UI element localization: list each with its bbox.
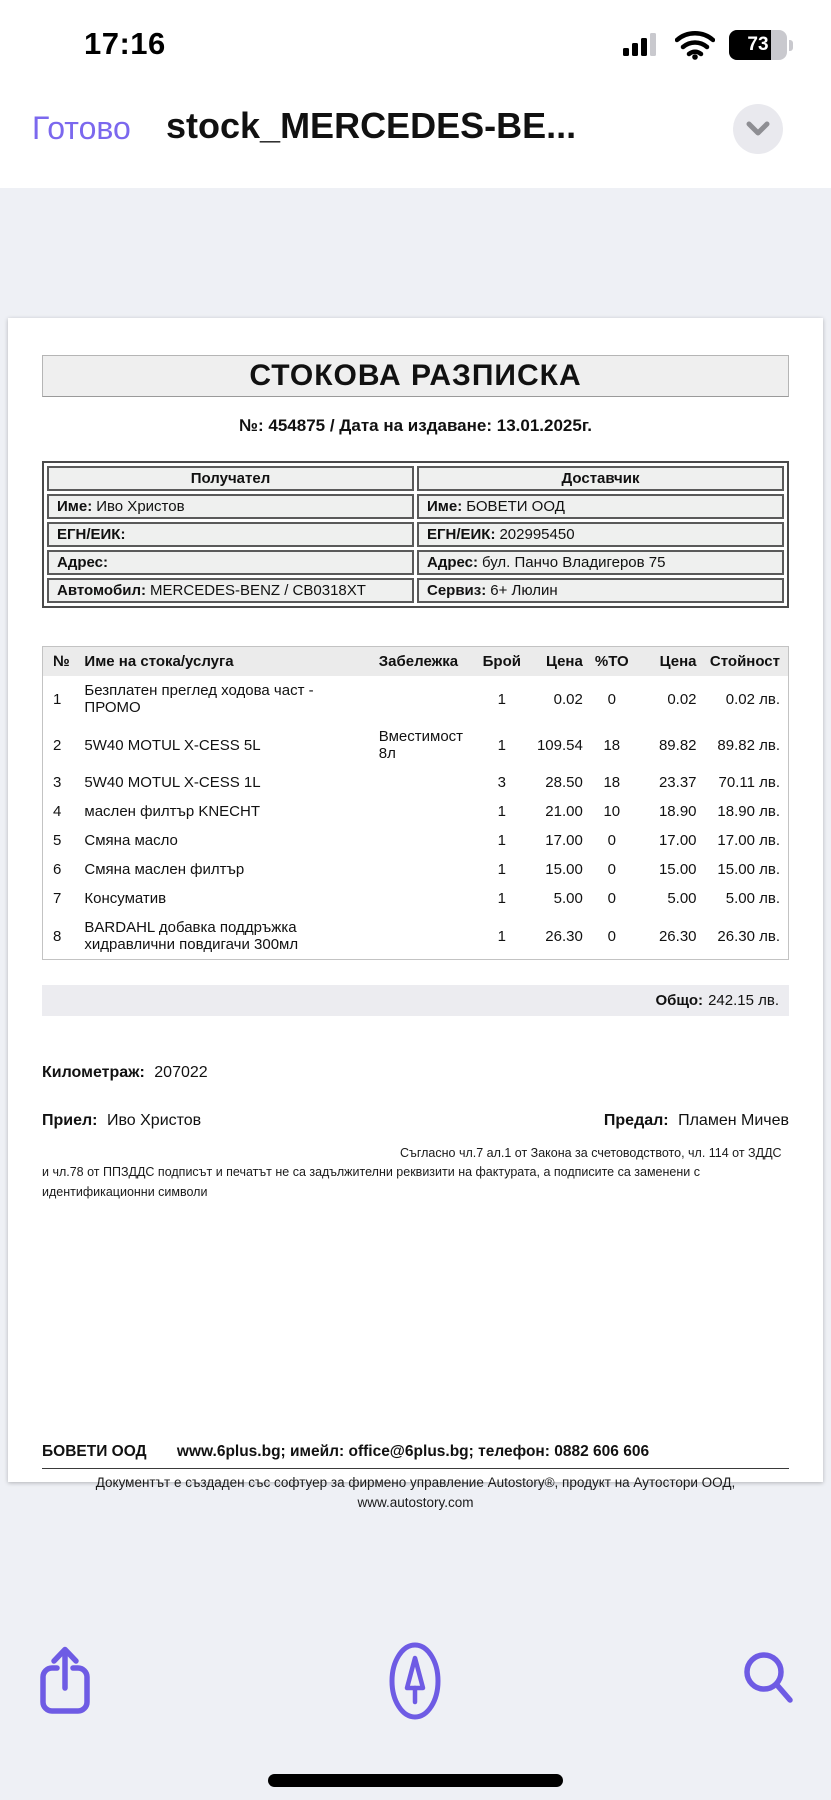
total-label: Общо:	[655, 992, 704, 1009]
footer-generator-line2: www.autostory.com	[357, 1494, 474, 1510]
nav-bar	[0, 96, 831, 172]
footer-contacts: www.6plus.bg; имейл: office@6plus.bg; телефон: 0882 606 606	[176, 1442, 650, 1460]
table-row: 1 Безплатен преглед ходова част - ПРОМО 1 0.02 0 0.02 0.02 лв.	[53, 682, 780, 716]
total-value: 242.15 лв.	[708, 992, 779, 1009]
table-row	[47, 494, 784, 519]
field-label: ЕГН/ЕИК:	[57, 526, 126, 543]
field-label: Сервиз:	[427, 582, 487, 599]
table-row	[47, 466, 784, 491]
col-price: Цена	[525, 647, 587, 677]
field-label: Адрес:	[427, 554, 478, 571]
table-row: 8 BARDAHL добавка поддръжка хидравлични повдигачи 300мл 1 26.30 0 26.30 26.30 лв.	[53, 919, 780, 953]
parties-table	[42, 461, 789, 608]
table-row: 5 Смяна масло 1 17.00 0 17.00 17.00 лв.	[53, 832, 780, 849]
field-label: ЕГН/ЕИК:	[427, 526, 496, 543]
markup-pen-icon	[388, 1642, 442, 1720]
mileage-line	[42, 1064, 789, 1082]
col-note: Забележка	[375, 647, 479, 677]
table-row: 6 Смяна маслен филтър 1 15.00 0 15.00 15.00 лв.	[53, 861, 780, 878]
col-name: Име на стока/услуга	[80, 647, 374, 677]
field-label: Име:	[427, 498, 463, 515]
table-row: 7 Консуматив 1 5.00 0 5.00 5.00 лв.	[53, 890, 780, 907]
search-button[interactable]	[742, 1650, 796, 1711]
field-value: MERCEDES-BENZ / CB0318XT	[150, 582, 366, 599]
handed-by: Предал: Пламен Мичев	[603, 1112, 789, 1129]
battery-icon	[729, 30, 793, 60]
cellular-signal-icon	[623, 30, 661, 60]
mileage-value: 207022	[154, 1064, 208, 1081]
field-value: 202995450	[499, 526, 575, 543]
top-header	[0, 0, 831, 188]
total-bar	[42, 985, 789, 1016]
items-table	[42, 646, 789, 960]
footer-company: БОВЕТИ ООД	[42, 1442, 147, 1460]
done-button[interactable]: Готово	[32, 110, 131, 146]
field-value: 6+ Люлин	[490, 582, 558, 599]
col-qty: Брой	[479, 647, 525, 677]
wifi-icon	[675, 30, 715, 60]
receipt-number-date: №: 454875 / Дата на издаване: 13.01.2025г.	[239, 416, 592, 435]
document-title-label: stock_MERCEDES-BE...	[166, 105, 577, 146]
legal-note: Съгласно чл.7 ал.1 от Закона за счетоводството, чл. 114 от ЗДДС и чл.78 от ППЗДДС подписът и печатът не са задължителни реквизити на фактурата, а подписите са заменени с идентификационни символи	[42, 1146, 782, 1199]
col-price2: Цена	[637, 647, 701, 677]
supplier-header: Доставчик	[417, 466, 784, 491]
page-footer	[42, 1443, 789, 1514]
markup-button[interactable]	[388, 1642, 442, 1725]
table-row: 3 5W40 MOTUL X-CESS 1L 3 28.50 18 23.37 70.11 лв.	[53, 774, 780, 791]
status-time: 17:16	[84, 26, 166, 61]
received-by: Приел: Иво Христов	[42, 1112, 202, 1129]
chevron-down-icon	[746, 121, 770, 137]
receipt-title: СТОКОВА РАЗПИСКА	[249, 359, 582, 392]
table-row	[47, 578, 784, 603]
status-bar	[0, 18, 831, 68]
table-row	[47, 522, 784, 547]
share-icon	[38, 1644, 94, 1718]
mileage-label: Километраж:	[42, 1064, 145, 1081]
col-no: №	[43, 647, 81, 677]
search-icon	[742, 1650, 796, 1706]
table-row: 4 маслен филтър KNECHT 1 21.00 10 18.90 18.90 лв.	[53, 803, 780, 820]
field-value: Иво Христов	[96, 498, 185, 515]
title-menu-button[interactable]	[733, 104, 783, 154]
footer-generator-line1: Документът е създаден със софтуер за фирмено управление Autostory®, продукт на Аутостори ООД,	[95, 1474, 736, 1490]
col-total: Стойност	[701, 647, 789, 677]
table-row	[47, 550, 784, 575]
field-label: Автомобил:	[57, 582, 147, 599]
recipient-header: Получател	[47, 466, 414, 491]
field-label: Име:	[57, 498, 93, 515]
field-value: БОВЕТИ ООД	[466, 498, 565, 515]
field-value: бул. Панчо Владигеров 75	[482, 554, 666, 571]
col-discount: %ТО	[587, 647, 637, 677]
pdf-page	[8, 318, 823, 1510]
battery-percent: 73	[747, 34, 769, 55]
bottom-toolbar	[0, 1610, 831, 1800]
table-header-row	[43, 647, 789, 677]
signatures-row	[42, 1112, 789, 1130]
share-button[interactable]	[38, 1644, 94, 1723]
footer-divider	[42, 1468, 789, 1469]
home-indicator[interactable]	[268, 1774, 563, 1787]
field-label: Адрес:	[57, 554, 108, 571]
receipt-title-box	[42, 355, 789, 397]
table-row: 2 5W40 MOTUL X-CESS 5L Вместимост 8л 1 109.54 18 89.82 89.82 лв.	[53, 728, 780, 762]
